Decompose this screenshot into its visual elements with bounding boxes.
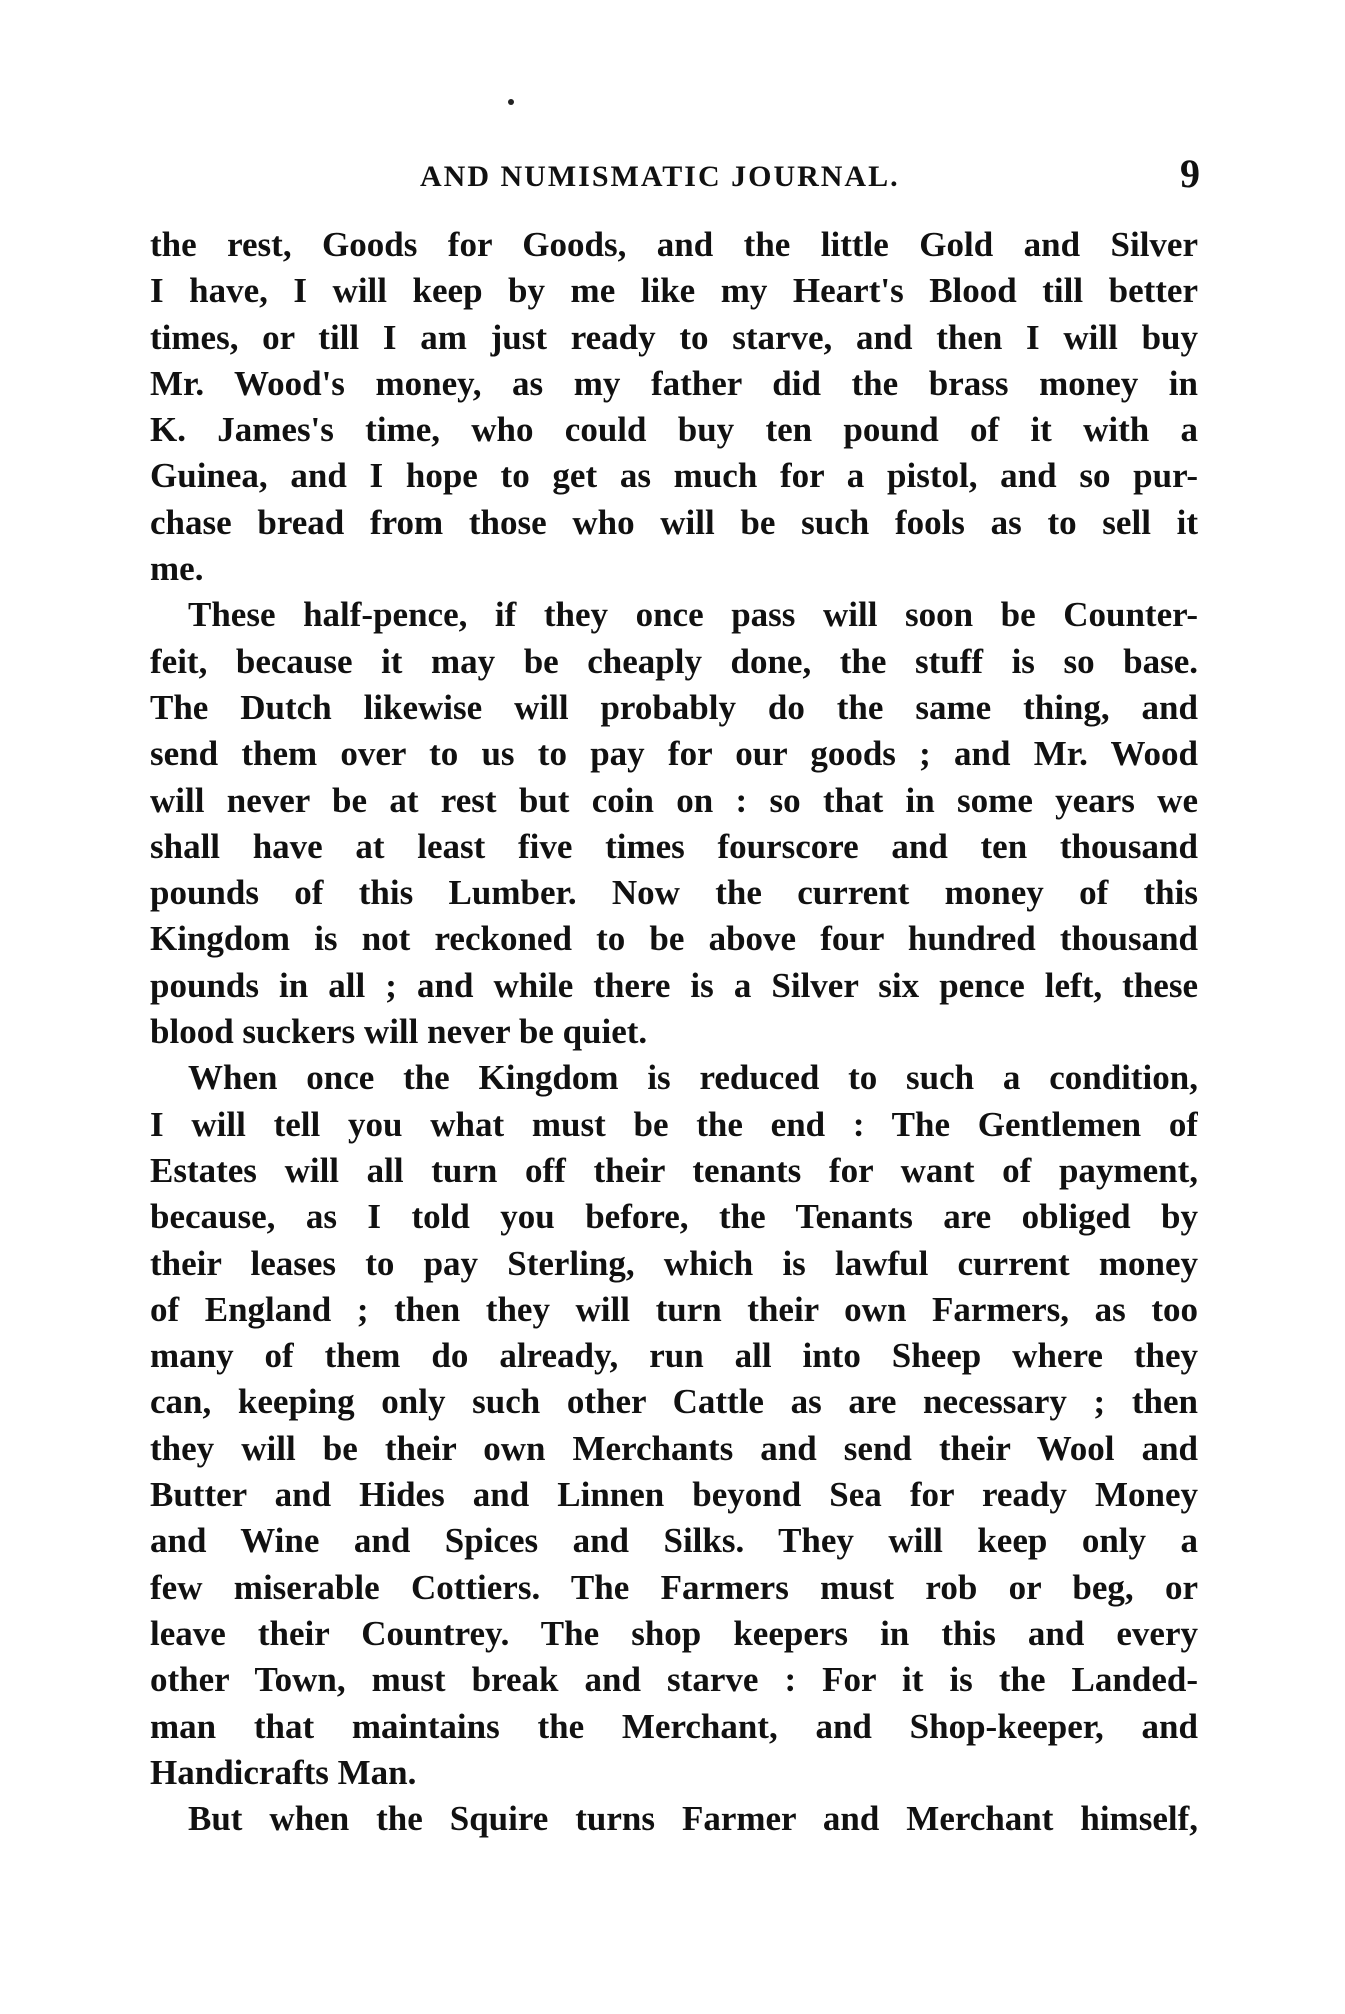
text-line: Estates will all turn off their tenants for want of payment,	[150, 1150, 1198, 1190]
text-line: pounds in all ; and while there is a Silver six pence left, these	[150, 965, 1198, 1005]
page-number: 9	[1180, 151, 1200, 196]
body-text	[150, 222, 1198, 1842]
text-line: send them over to us to pay for our goods ; and Mr. Wood	[150, 734, 1198, 774]
text-line: they will be their own Merchants and send their Wool and	[150, 1428, 1198, 1468]
running-title: AND NUMISMATIC JOURNAL.	[420, 160, 900, 193]
text-line: K. James's time, who could buy ten pound of it with a	[150, 410, 1198, 450]
text-line: Kingdom is not reckoned to be above four hundred thousand	[150, 919, 1198, 959]
text-line: pounds of this Lumber. Now the current money of this	[150, 873, 1198, 913]
text-line: blood suckers will never be quiet.	[150, 1012, 648, 1052]
text-line: of England ; then they will turn their own Farmers, as too	[150, 1289, 1198, 1329]
text-line: the rest, Goods for Goods, and the little Gold and Silver	[150, 225, 1198, 264]
text-line: because, as I told you before, the Tenants are obliged by	[150, 1197, 1198, 1237]
text-line: many of them do already, run all into Sheep where they	[150, 1336, 1198, 1376]
text-line: man that maintains the Merchant, and Shop-keeper, and	[150, 1706, 1198, 1746]
text-line: other Town, must break and starve : For it is the Landed-	[150, 1660, 1198, 1700]
text-line: feit, because it may be cheaply done, the stuff is so base.	[150, 641, 1198, 681]
print-speck	[508, 99, 514, 105]
text-line: The Dutch likewise will probably do the same thing, and	[150, 687, 1198, 727]
text-line: leave their Countrey. The shop keepers in this and every	[150, 1613, 1198, 1653]
text-line: can, keeping only such other Cattle as are necessary ; then	[150, 1382, 1198, 1422]
text-line: Handicrafts Man.	[150, 1752, 417, 1792]
paragraph-start-line: When once the Kingdom is reduced to such a condition,	[188, 1058, 1198, 1098]
text-line: their leases to pay Sterling, which is lawful current money	[150, 1243, 1198, 1283]
text-line: shall have at least five times fourscore and ten thousand	[150, 826, 1198, 866]
text-line: I have, I will keep by me like my Heart's Blood till better	[150, 271, 1198, 311]
paragraph-start-line: These half-pence, if they once pass will soon be Counter-	[188, 595, 1198, 635]
text-line: times, or till I am just ready to starve, and then I will buy	[150, 317, 1198, 357]
text-line: Mr. Wood's money, as my father did the brass money in	[150, 363, 1198, 403]
text-line: chase bread from those who will be such fools as to sell it	[150, 502, 1198, 542]
text-line: me.	[150, 549, 204, 589]
text-line: and Wine and Spices and Silks. They will keep only a	[150, 1521, 1198, 1561]
paragraph-start-line: But when the Squire turns Farmer and Merchant himself,	[188, 1799, 1198, 1839]
text-line: Guinea, and I hope to get as much for a pistol, and so pur-	[150, 456, 1198, 496]
text-line: I will tell you what must be the end : The Gentlemen of	[150, 1104, 1198, 1144]
text-line: will never be at rest but coin on : so that in some years we	[150, 780, 1198, 820]
running-header	[150, 150, 1200, 210]
text-line: Butter and Hides and Linnen beyond Sea for ready Money	[150, 1475, 1198, 1515]
text-line: few miserable Cottiers. The Farmers must rob or beg, or	[150, 1567, 1198, 1607]
